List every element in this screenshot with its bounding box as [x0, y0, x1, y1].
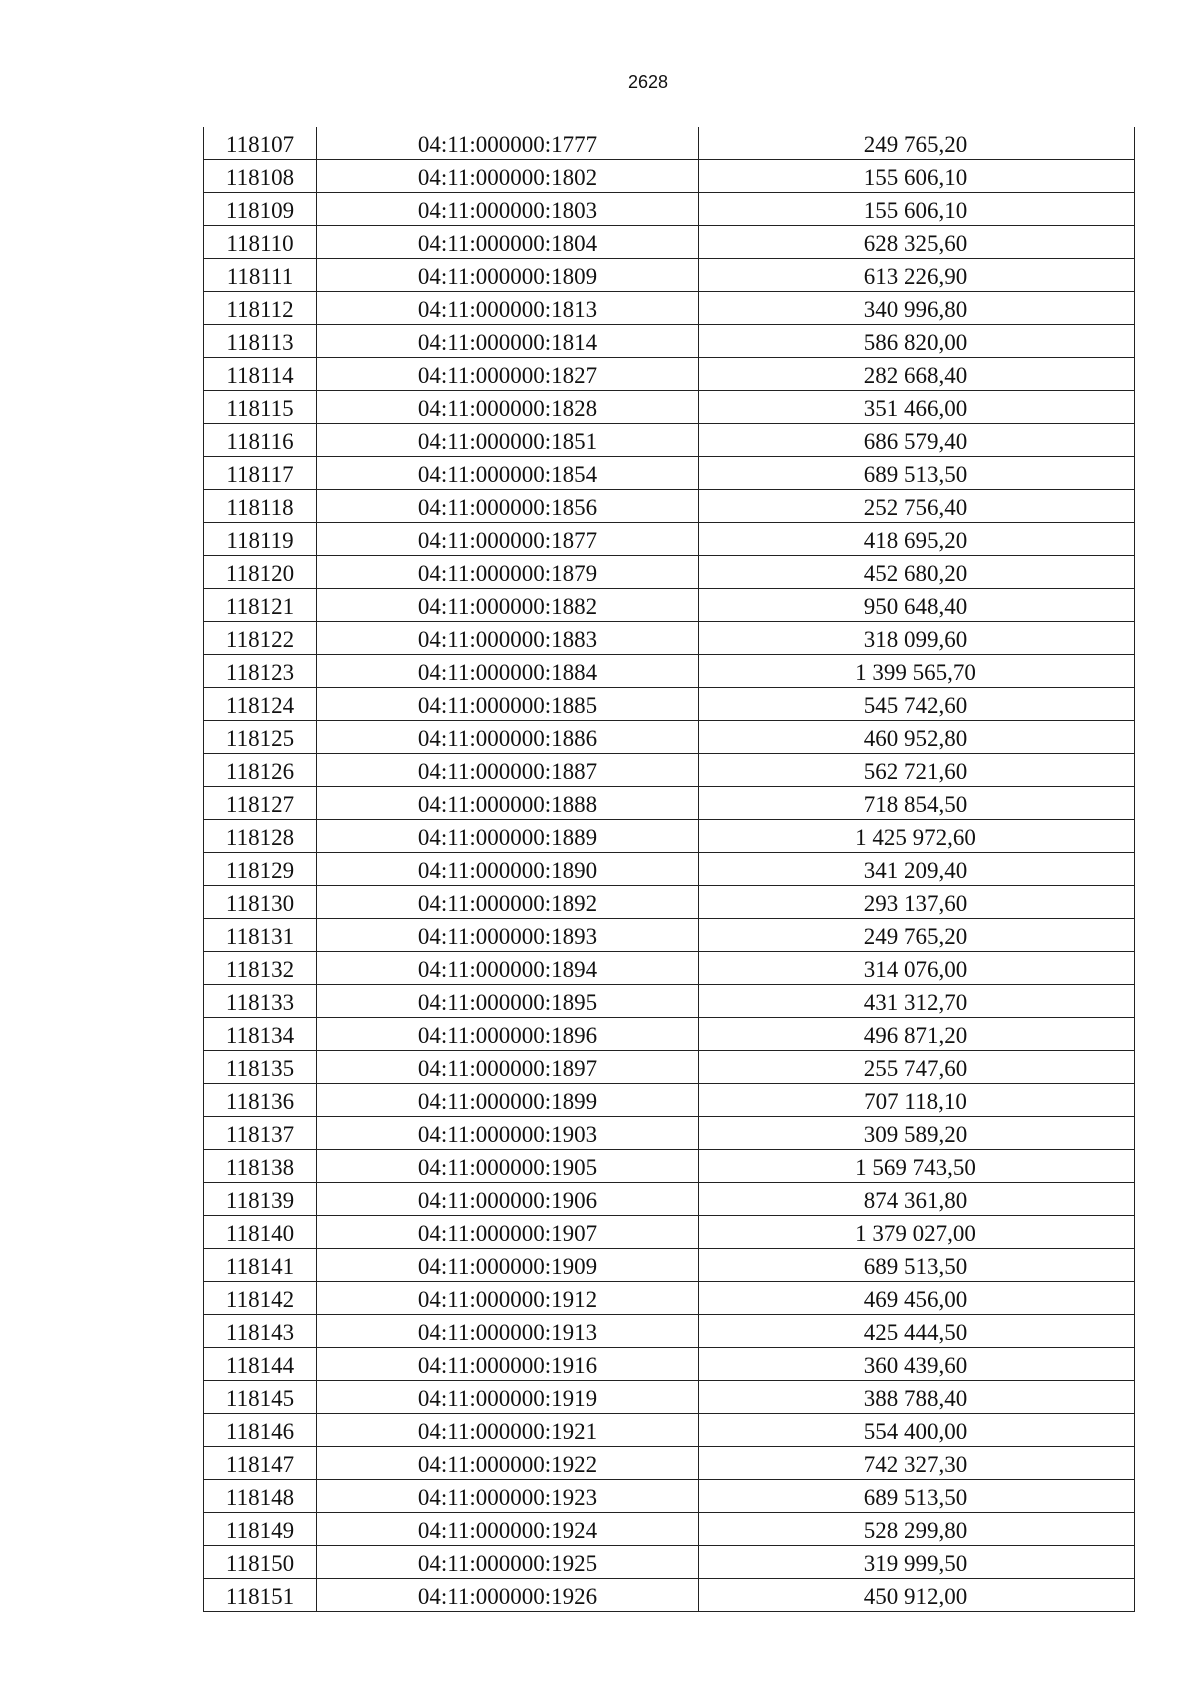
table-row	[204, 226, 1134, 259]
row-number-cell: 118140	[204, 1216, 317, 1248]
table-row	[204, 622, 1134, 655]
cadastral-number-cell: 04:11:000000:1804	[317, 226, 699, 258]
value-cell: 252 756,40	[863, 494, 968, 520]
value-cell: 586 820,00	[863, 329, 968, 355]
table-row	[204, 820, 1134, 853]
table-row	[204, 193, 1134, 226]
row-number-cell: 118139	[204, 1183, 317, 1215]
cadastral-number-cell: 04:11:000000:1888	[317, 787, 699, 819]
row-number-cell: 118122	[204, 622, 317, 654]
value-cell: 249 765,20	[863, 131, 968, 157]
row-number-cell: 118116	[204, 424, 317, 456]
cadastral-number-cell: 04:11:000000:1905	[317, 1150, 699, 1182]
row-number-cell: 118115	[204, 391, 317, 423]
value-cell: 874 361,80	[863, 1187, 968, 1213]
table-row	[204, 919, 1134, 952]
cadastral-number-cell: 04:11:000000:1879	[317, 556, 699, 588]
table-row	[204, 292, 1134, 325]
cadastral-number-cell: 04:11:000000:1885	[317, 688, 699, 720]
cadastral-number-cell: 04:11:000000:1922	[317, 1447, 699, 1479]
table-row	[204, 1150, 1134, 1183]
row-number-cell: 118136	[204, 1084, 317, 1116]
value-cell: 340 996,80	[863, 296, 968, 322]
row-number-cell: 118131	[204, 919, 317, 951]
row-number-cell: 118114	[204, 358, 317, 390]
cadastral-number-cell: 04:11:000000:1921	[317, 1414, 699, 1446]
value-cell: 1 569 743,50	[855, 1154, 976, 1180]
cadastral-number-cell: 04:11:000000:1877	[317, 523, 699, 555]
table-row	[204, 688, 1134, 721]
cadastral-number-cell: 04:11:000000:1886	[317, 721, 699, 753]
row-number-cell: 118130	[204, 886, 317, 918]
row-number-cell: 118145	[204, 1381, 317, 1413]
row-number-cell: 118117	[204, 457, 317, 489]
row-number-cell: 118110	[204, 226, 317, 258]
cadastral-number-cell: 04:11:000000:1893	[317, 919, 699, 951]
data-table	[203, 127, 1135, 1612]
cadastral-number-cell: 04:11:000000:1828	[317, 391, 699, 423]
table-row	[204, 1513, 1134, 1546]
cadastral-number-cell: 04:11:000000:1883	[317, 622, 699, 654]
value-cell: 628 325,60	[863, 230, 968, 256]
row-number-cell: 118141	[204, 1249, 317, 1281]
value-cell: 431 312,70	[863, 989, 968, 1015]
row-number-cell: 118112	[204, 292, 317, 324]
cadastral-number-cell: 04:11:000000:1916	[317, 1348, 699, 1380]
cadastral-number-cell: 04:11:000000:1895	[317, 985, 699, 1017]
value-cell: 613 226,90	[863, 263, 968, 289]
value-cell: 425 444,50	[863, 1319, 968, 1345]
table-row	[204, 1414, 1134, 1447]
row-number-cell: 118129	[204, 853, 317, 885]
table-row	[204, 952, 1134, 985]
cadastral-number-cell: 04:11:000000:1856	[317, 490, 699, 522]
cadastral-number-cell: 04:11:000000:1912	[317, 1282, 699, 1314]
table-row	[204, 1183, 1134, 1216]
value-cell: 388 788,40	[863, 1385, 968, 1411]
value-cell: 282 668,40	[863, 362, 968, 388]
cadastral-number-cell: 04:11:000000:1926	[317, 1579, 699, 1611]
row-number-cell: 118128	[204, 820, 317, 852]
value-cell: 528 299,80	[863, 1517, 968, 1543]
row-number-cell: 118142	[204, 1282, 317, 1314]
value-cell: 545 742,60	[863, 692, 968, 718]
value-cell: 418 695,20	[863, 527, 968, 553]
table-row	[204, 1579, 1134, 1612]
value-cell: 742 327,30	[863, 1451, 968, 1477]
row-number-cell: 118121	[204, 589, 317, 621]
cadastral-number-cell: 04:11:000000:1925	[317, 1546, 699, 1578]
row-number-cell: 118149	[204, 1513, 317, 1545]
cadastral-number-cell: 04:11:000000:1882	[317, 589, 699, 621]
table-row	[204, 391, 1134, 424]
table-row	[204, 1249, 1134, 1282]
value-cell: 314 076,00	[863, 956, 968, 982]
table-row	[204, 853, 1134, 886]
cadastral-number-cell: 04:11:000000:1907	[317, 1216, 699, 1248]
cadastral-number-cell: 04:11:000000:1913	[317, 1315, 699, 1347]
value-cell: 249 765,20	[863, 923, 968, 949]
cadastral-number-cell: 04:11:000000:1909	[317, 1249, 699, 1281]
row-number-cell: 118137	[204, 1117, 317, 1149]
value-cell: 293 137,60	[863, 890, 968, 916]
row-number-cell: 118151	[204, 1579, 317, 1611]
table-row	[204, 259, 1134, 292]
value-cell: 318 099,60	[863, 626, 968, 652]
value-cell: 460 952,80	[863, 725, 968, 751]
cadastral-number-cell: 04:11:000000:1906	[317, 1183, 699, 1215]
table-row	[204, 523, 1134, 556]
cadastral-number-cell: 04:11:000000:1896	[317, 1018, 699, 1050]
cadastral-number-cell: 04:11:000000:1903	[317, 1117, 699, 1149]
table-row	[204, 1282, 1134, 1315]
cadastral-number-cell: 04:11:000000:1884	[317, 655, 699, 687]
table-row	[204, 589, 1134, 622]
table-row	[204, 1348, 1134, 1381]
table-row	[204, 886, 1134, 919]
row-number-cell: 118143	[204, 1315, 317, 1347]
cadastral-number-cell: 04:11:000000:1897	[317, 1051, 699, 1083]
cadastral-number-cell: 04:11:000000:1890	[317, 853, 699, 885]
table-row	[204, 127, 1134, 160]
cadastral-number-cell: 04:11:000000:1803	[317, 193, 699, 225]
cadastral-number-cell: 04:11:000000:1854	[317, 457, 699, 489]
table-row	[204, 1480, 1134, 1513]
value-cell: 562 721,60	[863, 758, 968, 784]
cadastral-number-cell: 04:11:000000:1777	[317, 127, 699, 159]
table-row	[204, 1084, 1134, 1117]
cadastral-number-cell: 04:11:000000:1814	[317, 325, 699, 357]
value-cell: 155 606,10	[863, 197, 968, 223]
table-row	[204, 457, 1134, 490]
row-number-cell: 118119	[204, 523, 317, 555]
cadastral-number-cell: 04:11:000000:1809	[317, 259, 699, 291]
table-row	[204, 1117, 1134, 1150]
row-number-cell: 118113	[204, 325, 317, 357]
row-number-cell: 118124	[204, 688, 317, 720]
table-row	[204, 1051, 1134, 1084]
table-row	[204, 556, 1134, 589]
table-row	[204, 754, 1134, 787]
row-number-cell: 118111	[204, 259, 317, 291]
value-cell: 950 648,40	[863, 593, 968, 619]
row-number-cell: 118109	[204, 193, 317, 225]
table-row	[204, 1447, 1134, 1480]
table-row	[204, 1315, 1134, 1348]
value-cell: 496 871,20	[863, 1022, 968, 1048]
cadastral-number-cell: 04:11:000000:1802	[317, 160, 699, 192]
row-number-cell: 118132	[204, 952, 317, 984]
page-number: 2628	[627, 72, 669, 92]
value-cell: 319 999,50	[863, 1550, 968, 1576]
row-number-cell: 118107	[204, 127, 317, 159]
table-row	[204, 655, 1134, 688]
table-row	[204, 325, 1134, 358]
cadastral-number-cell: 04:11:000000:1899	[317, 1084, 699, 1116]
value-cell: 309 589,20	[863, 1121, 968, 1147]
row-number-cell: 118120	[204, 556, 317, 588]
value-cell: 689 513,50	[863, 461, 968, 487]
value-cell: 351 466,00	[863, 395, 968, 421]
value-cell: 255 747,60	[863, 1055, 968, 1081]
cadastral-number-cell: 04:11:000000:1919	[317, 1381, 699, 1413]
cadastral-number-cell: 04:11:000000:1889	[317, 820, 699, 852]
value-cell: 554 400,00	[863, 1418, 968, 1444]
cadastral-number-cell: 04:11:000000:1892	[317, 886, 699, 918]
row-number-cell: 118126	[204, 754, 317, 786]
table-row	[204, 1216, 1134, 1249]
value-cell: 469 456,00	[863, 1286, 968, 1312]
value-cell: 360 439,60	[863, 1352, 968, 1378]
value-cell: 1 379 027,00	[855, 1220, 976, 1246]
table-row	[204, 490, 1134, 523]
row-number-cell: 118108	[204, 160, 317, 192]
row-number-cell: 118118	[204, 490, 317, 522]
table-row	[204, 424, 1134, 457]
row-number-cell: 118135	[204, 1051, 317, 1083]
row-number-cell: 118134	[204, 1018, 317, 1050]
table-row	[204, 1018, 1134, 1051]
table-row	[204, 985, 1134, 1018]
value-cell: 689 513,50	[863, 1253, 968, 1279]
cadastral-number-cell: 04:11:000000:1923	[317, 1480, 699, 1512]
row-number-cell: 118146	[204, 1414, 317, 1446]
cadastral-number-cell: 04:11:000000:1813	[317, 292, 699, 324]
cadastral-number-cell: 04:11:000000:1827	[317, 358, 699, 390]
cadastral-number-cell: 04:11:000000:1887	[317, 754, 699, 786]
row-number-cell: 118127	[204, 787, 317, 819]
table-row	[204, 358, 1134, 391]
value-cell: 155 606,10	[863, 164, 968, 190]
row-number-cell: 118125	[204, 721, 317, 753]
row-number-cell: 118138	[204, 1150, 317, 1182]
table-row	[204, 160, 1134, 193]
table-row	[204, 787, 1134, 820]
table-row	[204, 721, 1134, 754]
value-cell: 1 399 565,70	[855, 659, 976, 685]
value-cell: 341 209,40	[863, 857, 968, 883]
cadastral-number-cell: 04:11:000000:1894	[317, 952, 699, 984]
value-cell: 689 513,50	[863, 1484, 968, 1510]
value-cell: 452 680,20	[863, 560, 968, 586]
row-number-cell: 118147	[204, 1447, 317, 1479]
cadastral-number-cell: 04:11:000000:1851	[317, 424, 699, 456]
row-number-cell: 118133	[204, 985, 317, 1017]
value-cell: 450 912,00	[863, 1583, 968, 1609]
table-row	[204, 1546, 1134, 1579]
value-cell: 707 118,10	[864, 1088, 967, 1114]
value-cell: 718 854,50	[863, 791, 968, 817]
row-number-cell: 118150	[204, 1546, 317, 1578]
row-number-cell: 118123	[204, 655, 317, 687]
value-cell: 1 425 972,60	[855, 824, 976, 850]
row-number-cell: 118144	[204, 1348, 317, 1380]
value-cell: 686 579,40	[863, 428, 968, 454]
cadastral-number-cell: 04:11:000000:1924	[317, 1513, 699, 1545]
row-number-cell: 118148	[204, 1480, 317, 1512]
table-row	[204, 1381, 1134, 1414]
